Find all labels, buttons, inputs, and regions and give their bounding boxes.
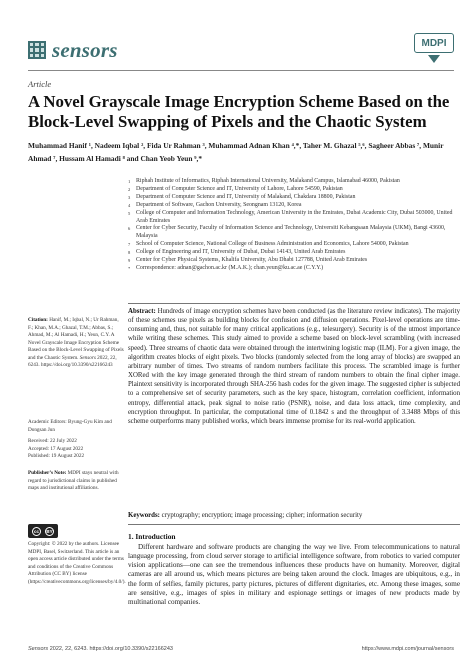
abstract-label: Abstract: [128, 308, 156, 315]
introduction-paragraph: Different hardware and software products are changing the way we live. From telecommunications to natural language processing, from cloud server storage to artificial intelligence software, from robotics to varied computer vision applications—one can see the tremendous influences these products have on humanity. Moreover, digital cameras are all around us, which means pictures are being taken around the clock. Images are ubiquitous, e.g., in the form of selfies, family pictures, party pictures, pictures of different dignitaries, etc. Among these images, some are sensitive, e.g., images of spies in military and espionage settings or images of new products made by multinational companies. [128, 543, 460, 606]
affiliation-item [128, 210, 460, 226]
affiliation-item [128, 241, 460, 249]
mdpi-badge: MDPI [414, 33, 454, 53]
keywords-label: Keywords: [128, 512, 160, 519]
affiliation-number: 9 [128, 258, 131, 264]
footer-citation [28, 646, 173, 654]
affiliation-item [128, 257, 460, 265]
affiliation-text: College of Computer and Information Technology, American University in the Emirates, Dubai Academic City, Dubai 503000, United Arab Emirates [136, 209, 453, 224]
affiliation-text[interactable]: Correspondence: adnan@gachon.ac.kr (M.A.K.); chan.yeun@ku.ac.ae (C.Y.Y.) [136, 264, 324, 271]
copyright-notice: Copyright: © 2022 by the authors. Licensee MDPI, Basel, Switzerland. This article is an open access article distributed under the terms and conditions of the Creative Commons Attribution (CC BY) license (https://creativecommons.org/licenses/by/4.0/). [28, 541, 126, 585]
keywords [128, 511, 460, 520]
affiliation-number: 6 [128, 226, 131, 232]
journal-grid-icon [28, 41, 46, 59]
affiliation-number: 7 [128, 242, 131, 248]
citation-doi[interactable]: 2022, 22, 6243. https://doi.org/10.3390/s22166243 [28, 354, 117, 369]
affiliation-number: * [128, 265, 131, 271]
cc-by-license-icon[interactable] [28, 524, 58, 538]
citation-journal: Sensors [79, 354, 96, 361]
affiliation-number: 5 [128, 210, 131, 216]
publisher-logo[interactable] [414, 33, 454, 65]
affiliation-item [128, 249, 460, 257]
citation-text: Hanif, M.; Iqbal, N.; Ur Rahman, F.; Khan, M.A.; Ghazal, T.M.; Abbas, S.; Ahmad, M.; Al Hamadi, H.; Yeun, C.Y. A Novel Grayscale Image Encryption Scheme Based on the Block-Level Swapping of Pixels and the Chaotic System. [28, 317, 124, 361]
citation-label: Citation: [28, 317, 48, 323]
page-footer [28, 646, 454, 654]
abstract-text: Hundreds of image encryption schemes have been conducted (as the literature review indicates). The majority of these schemes use pixels as building blocks for confusion and diffusion operations. Pixel-level operations are time-consuming and, thus, not suitable for many critical applications (e.g., telesurgery). Security is of the utmost importance while writing these schemes. This study aimed to provide a scheme based on block-level scrambling (with increased speed). Three streams of chaotic data were obtained through the intertwining logistic map (ILM). For a given image, the algorithm creates blocks of eight pixels. Two blocks (randomly selected from the long array of blocks) are swapped an arbitrary number of times. Two streams of random numbers facilitate this process. The scrambled image is further XORed with the key image generated through the third stream of random numbers to obtain the final cipher image. Plaintext sensitivity is incorporated through SHA-256 hash codes for the given image. The suggested cipher is subjected to a comprehensive set of security parameters, such as the key space, histogram, correlation coefficient, information entropy, differential attack, peak signal to noise ratio (PSNR), noise, and data loss attack, time complexity, and encryption throughput. In particular, the computational time of 0.1842 s and the throughput of 3.3488 Mbps of this scheme outperforms many published works, which bears immense promise for its real-world application. [128, 308, 460, 425]
affiliation-number: 1 [128, 179, 131, 184]
publisher-note-text: MDPI stays neutral with regard to jurisdictional claims in published maps and institutional affiliations. [28, 470, 119, 492]
affiliation-text: College of Engineering and IT, University of Dubai, Dubai 14143, United Arab Emirates [136, 249, 346, 256]
affiliation-item [128, 178, 460, 186]
abstract [128, 307, 460, 426]
abstract-top-divider [128, 303, 460, 304]
affiliation-item [128, 194, 460, 202]
affiliation-number: 3 [128, 194, 131, 200]
keywords-bottom-divider [128, 524, 460, 525]
affiliation-number: 4 [128, 202, 131, 208]
affiliation-item [128, 225, 460, 241]
publisher-note-label: Publisher’s Note: [28, 470, 67, 476]
affiliations [128, 178, 460, 273]
author-list: Muhammad Hanif ¹, Nadeem Iqbal ², Fida Ur Rahman ³, Muhammad Adnan Khan ⁴,*, Taher M. Ghazal ⁵,⁶, Sagheer Abbas ⁷, Munir Ahmad ⁷, Hussam Al Hamadi ⁸ and Chan Yeob Yeun ⁹,* [28, 141, 444, 163]
footer-journal-url[interactable]: https://www.mdpi.com/journal/sensors [361, 646, 454, 652]
academic-editors: Academic Editors: Byung-Gyu Kim and Dongsan Jun [28, 419, 112, 433]
header-divider [28, 70, 454, 71]
affiliation-text: Department of Software, Gachon University, Seongnam 13120, Korea [136, 201, 302, 208]
publication-dates [28, 438, 124, 461]
accepted-date: Accepted: 17 August 2022 [28, 445, 84, 452]
citation-block [28, 317, 124, 370]
published-date: Published: 19 August 2022 [28, 453, 85, 460]
mdpi-triangle-icon [428, 55, 440, 63]
affiliation-item [128, 202, 460, 210]
section-heading-introduction: 1. Introduction [128, 532, 176, 541]
by-icon: BY [46, 528, 53, 534]
affiliation-text: Riphah Institute of Informatics, Riphah International University, Malakand Campus, Islamabad 46000, Pakistan [136, 178, 400, 184]
affiliation-text: Department of Computer Science and IT, University of Malakand, Chakdara 18800, Pakistan [136, 193, 356, 200]
journal-logo[interactable] [28, 38, 118, 62]
publisher-note [28, 470, 124, 493]
footer-journal: Sensors [28, 646, 49, 652]
affiliation-text: School of Computer Science, National College of Business Administration and Economics, Lahore 54000, Pakistan [136, 241, 409, 248]
affiliation-text: Center for Cyber Security, Faculty of Information Science and Technology, Universiti Kebangsaan Malaysia (UKM), Bangi 43600, Malaysia [136, 225, 446, 240]
received-date: Received: 22 July 2022 [28, 438, 77, 444]
paper-title: A Novel Grayscale Image Encryption Scheme Based on the Block-Level Swapping of Pixels and the Chaotic System [28, 92, 450, 131]
journal-name: sensors [52, 37, 118, 62]
affiliation-text: Center for Cyber Physical Systems, Khalifa University, Abu Dhabi 127788, United Arab Emirates [136, 257, 368, 264]
affiliation-item [128, 186, 460, 194]
affiliation-text: Department of Computer Science and IT, University of Lahore, Lahore 54590, Pakistan [136, 185, 343, 192]
affiliation-number: 8 [128, 250, 131, 256]
affiliation-number: 2 [128, 186, 131, 192]
cc-icon: cc [33, 528, 39, 534]
footer-doi[interactable]: 2022, 22, 6243. https://doi.org/10.3390/s22166243 [48, 646, 173, 652]
keywords-text: cryptography; encryption; image processing; cipher; information security [161, 512, 363, 519]
affiliation-item [128, 265, 460, 273]
article-type: Article [28, 79, 52, 89]
